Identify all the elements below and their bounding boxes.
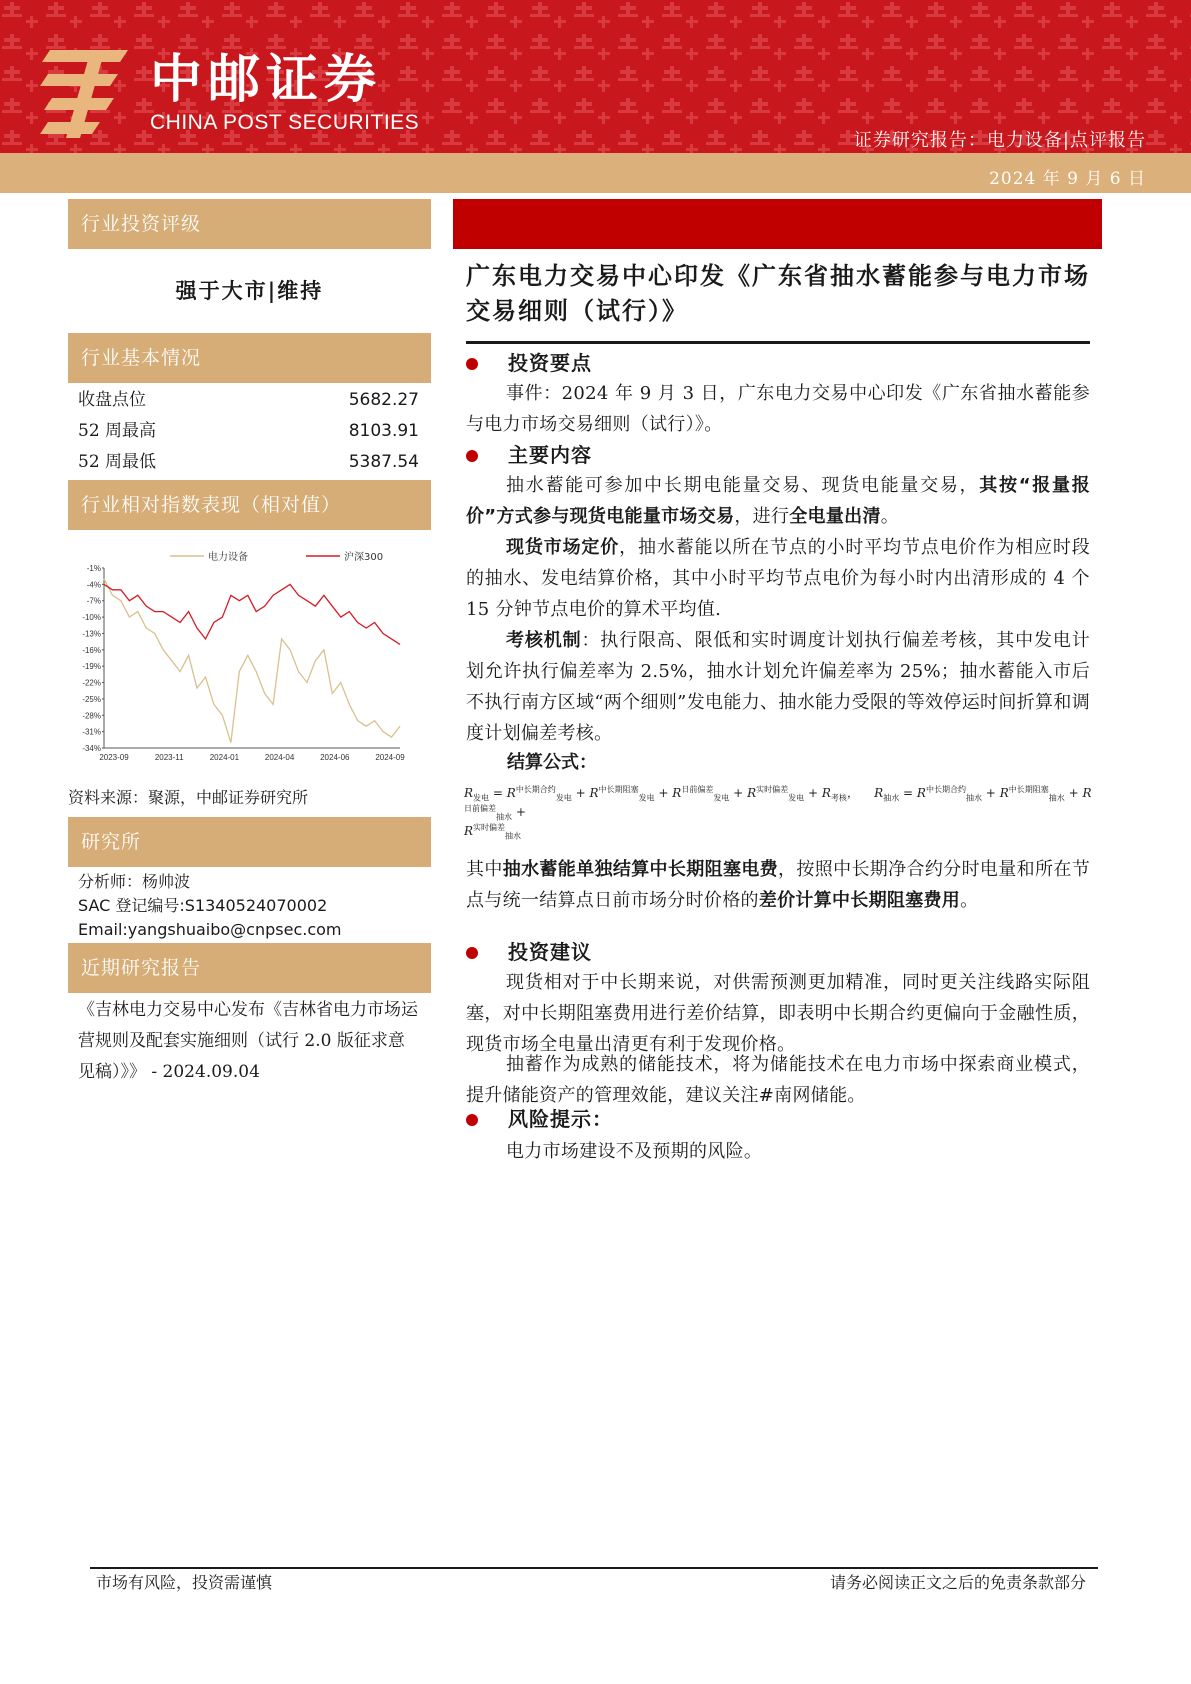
chart-legend-label: 沪深300 [344, 552, 384, 563]
formula-op: = [903, 786, 914, 800]
formula-sup: 中长期阻塞 [598, 785, 639, 794]
bold-run: 考核机制 [506, 630, 582, 651]
formula-symbol: R [821, 786, 831, 800]
formula-symbol: R [747, 786, 757, 800]
formula-symbol: R [874, 786, 884, 800]
bullet-dot-icon [466, 947, 478, 959]
formula-symbol: R [999, 786, 1009, 800]
chart-legend-label: 电力设备 [208, 552, 248, 563]
formula-symbol: R [916, 786, 926, 800]
stat-label: 收盘点位 [78, 390, 146, 410]
stat-row-52w-high [78, 416, 419, 447]
text-run: ，抽水蓄能以所在节点的小时平均节点电价作为相应时段的抽水、发电结算价格，其中小时平均节点电价为每小时内出清形成的 4 个 15 分钟节点电价的算术平均值. [466, 537, 1090, 620]
formula-sup: 实时偏差 [756, 785, 789, 794]
chart-source: 资料来源：聚源，中邮证券研究所 [68, 788, 309, 807]
text-run: 。 [960, 890, 979, 911]
footer-risk-note: 市场有风险，投资需谨慎 [96, 1573, 273, 1592]
formula-symbol: R [464, 786, 474, 800]
settlement-formula-gen [464, 784, 1094, 823]
section-head-label: 风险提示： [508, 1107, 613, 1131]
chart-x-tick-label: 2023-09 [99, 753, 129, 762]
advice-paragraph-1: 现货相对于中长期来说，对供需预测更加精准，同时更关注线路实际阻塞，对中长期阻塞费用进行差价结算，即表明中长期合约更偏向于金融性质，现货市场全电量出清更有利于发现价格。 [466, 972, 1090, 1055]
title-red-bar [453, 199, 1102, 249]
logo-english-text: CHINA POST SECURITIES [150, 111, 420, 134]
formula-op: + [658, 786, 669, 800]
formula-sup: 日前偏差 [681, 785, 714, 794]
formula-sub: 抽水 [505, 831, 522, 841]
formula-sub: 抽水 [1048, 793, 1065, 803]
chart-y-tick-label: -10% [82, 613, 101, 623]
bold-run: 现货市场定价 [506, 537, 620, 558]
formula-op: = [492, 786, 503, 800]
industry-rating: 强于大市|维持 [175, 278, 324, 303]
stat-value: 5682.27 [348, 390, 419, 410]
section-head-label: 投资要点 [508, 351, 592, 375]
stat-value: 8103.91 [348, 421, 419, 441]
logo-chinese-text: 中邮证券 [150, 50, 383, 110]
rating-section-head: 行业投资评级 [68, 199, 431, 249]
formula-sub: 发电 [788, 793, 805, 803]
chart-x-tick-label: 2024-01 [209, 753, 240, 762]
bold-run: 全电量出清 [789, 506, 881, 527]
basic-section-head: 行业基本情况 [68, 333, 431, 383]
formula-sup: 中长期合约 [515, 785, 556, 794]
chart-svg [70, 550, 430, 770]
performance-section-head: 行业相对指数表现（相对值） [68, 480, 431, 530]
formula-op: + [733, 786, 744, 800]
relative-index-chart [70, 550, 430, 770]
bold-run: 差价计算中长期阻塞费用 [758, 890, 961, 911]
settlement-formula-head: 结算公式： [507, 752, 597, 773]
report-title: 广东电力交易中心印发《广东省抽水蓄能参与电力市场交易细则（试行）》 [466, 262, 1090, 325]
formula-sub: 发电 [555, 793, 572, 803]
formula-sup: 日前偏差 [464, 804, 496, 814]
text-run: ：执行限高、限低和实时调度计划执行偏差考核，其中发电计划允许执行偏差率为 2.5%，抽水计划允许偏差率为 25%；抽水蓄能入市后不执行南方区域“两个细则”发电能力、抽水能力受限的等效停运时间折算和调度计划偏差考核。 [466, 630, 1090, 744]
stat-value: 5387.54 [348, 452, 419, 472]
formula-op: + [807, 786, 818, 800]
report-type: 证券研究报告：电力设备|点评报告 [853, 130, 1146, 151]
chart-y-tick-label: -7% [86, 596, 101, 606]
chart-x-tick-label: 2024-06 [320, 753, 350, 762]
text-run: 其中 [466, 859, 503, 880]
chart-y-tick-label: -31% [82, 727, 101, 737]
chart-y-tick-label: -1% [86, 564, 101, 573]
chart-y-tick-label: -4% [86, 580, 101, 590]
formula-sub: 抽水 [883, 793, 900, 803]
section-head-label: 主要内容 [508, 443, 592, 467]
text-run: 。 [880, 506, 900, 527]
chart-y-tick-label: -19% [82, 662, 101, 672]
main-content-paragraph-1 [466, 470, 1090, 532]
text-run: 抽水蓄能可参加中长期电能量交易、现货电能量交易， [506, 475, 980, 496]
chart-y-tick-label: -13% [82, 629, 101, 639]
event-paragraph: 事件：2024 年 9 月 3 日，广东电力交易中心印发《广东省抽水蓄能参与电力市场交易细则（试行）》。 [466, 383, 1090, 435]
chart-x-tick-label: 2024-04 [264, 753, 295, 762]
formula-sub: 抽水 [965, 793, 982, 803]
chart-y-tick-label: -34% [82, 744, 101, 753]
section-head-label: 投资建议 [508, 940, 592, 964]
formula-sup: 中长期阻塞 [1008, 785, 1049, 794]
bold-run: 其按“报量报价”方式参与现货电能量市场交易 [466, 475, 1090, 527]
advice-paragraph-2: 抽蓄作为成熟的储能技术，将为储能技术在电力市场中探索商业模式，提升储能资产的管理效能，建议关注#南网储能。 [466, 1054, 1090, 1106]
formula-op: + [1068, 786, 1079, 800]
analyst-name: 分析师：杨帅波 [78, 872, 191, 891]
text-run: ，按照中长期净合约分时电量和所在节点与统一结算点日前市场分时价格的 [466, 859, 1090, 911]
title-rule [466, 341, 1090, 344]
stat-row-52w-low [78, 447, 419, 478]
stat-row-close [78, 385, 419, 416]
stat-label: 52 周最低 [78, 452, 157, 472]
congestion-paragraph [466, 854, 1090, 916]
recent-report-link[interactable]: 《吉林电力交易中心发布《吉林省电力市场运营规则及配套实施细则（试行 2.0 版征求意见稿）》》 - 2024.09.04 [78, 1000, 418, 1082]
formula-symbol: R [672, 786, 682, 800]
formula-sub: 抽水 [496, 812, 512, 822]
sac-number: SAC 登记编号:S1340524070002 [78, 896, 328, 915]
chart-x-tick-label: 2024-09 [375, 753, 405, 762]
formula-sub: 发电 [473, 793, 490, 803]
formula-op: + [575, 786, 586, 800]
stat-label: 52 周最高 [78, 421, 157, 441]
formula-symbol: R [1082, 786, 1092, 800]
formula-symbol: R [589, 786, 599, 800]
chart-y-tick-label: -28% [82, 711, 101, 721]
bullet-dot-icon [466, 358, 478, 370]
formula-sub: 发电 [638, 793, 655, 803]
footer-disclaimer-note: 请务必阅读正文之后的免责条款部分 [829, 1573, 1086, 1592]
formula-sup: 实时偏差 [473, 823, 506, 832]
analyst-email[interactable]: Email:yangshuaibo@cnpsec.com [78, 920, 342, 939]
settlement-formula-pump-cont [464, 822, 1094, 841]
spot-pricing-paragraph [466, 532, 1090, 625]
formula-op: + [515, 805, 526, 820]
chart-y-tick-label: -16% [82, 645, 101, 655]
bold-run: 抽水蓄能单独结算中长期阻塞电费 [502, 859, 779, 880]
formula-symbol: R [506, 786, 516, 800]
formula-sub: 发电 [713, 793, 730, 803]
recent-reports-section-head: 近期研究报告 [68, 943, 431, 993]
report-date: 2024 年 9 月 6 日 [989, 169, 1146, 189]
formula-sub: 考核 [830, 793, 847, 803]
formula-sup: 中长期合约 [925, 785, 966, 794]
footer-rule [90, 1567, 1098, 1569]
text-run: ，进行 [734, 506, 790, 527]
formula-symbol: R [464, 824, 474, 838]
chart-y-tick-label: -22% [82, 678, 101, 688]
risk-paragraph: 电力市场建设不及预期的风险。 [506, 1141, 763, 1162]
chart-x-tick-label: 2023-11 [154, 753, 184, 762]
assessment-paragraph [466, 625, 1090, 749]
china-post-logo-icon [40, 50, 138, 138]
formula-op: ， [846, 786, 859, 800]
research-section-head: 研究所 [68, 817, 431, 867]
formula-op: + [985, 786, 996, 800]
chart-series-line-1 [104, 584, 400, 644]
bullet-dot-icon [466, 450, 478, 462]
chart-y-tick-label: -25% [82, 694, 101, 704]
bullet-dot-icon [466, 1114, 478, 1126]
